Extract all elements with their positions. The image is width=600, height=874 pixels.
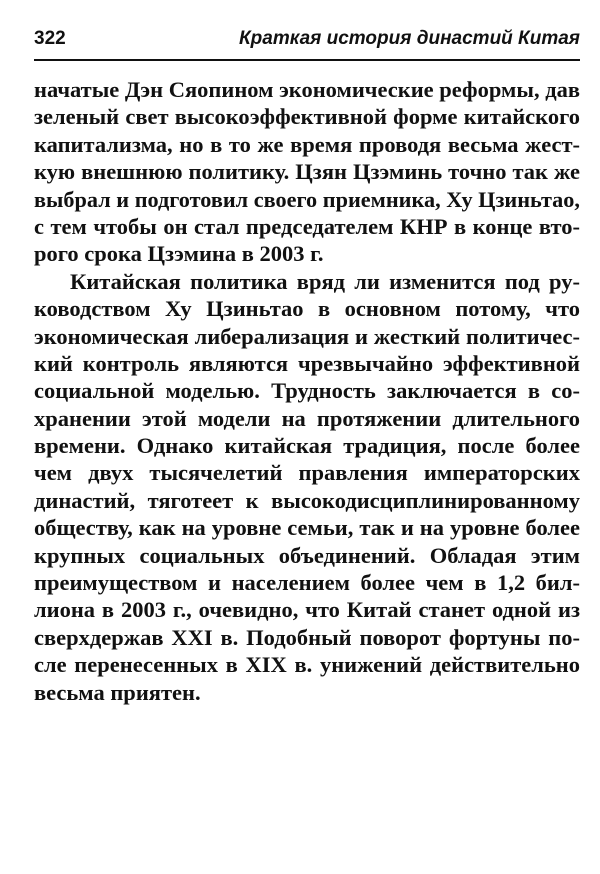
text-line: обществу, как на уровне семьи, так и на уровне более [34, 515, 580, 541]
text-line: социальной моделью. Трудность заключается в со- [34, 378, 580, 404]
body-text [34, 76, 580, 706]
text-line: крупных социальных объединений. Обладая этим [34, 542, 580, 568]
text-line: экономическая либерализация и жесткий политичес- [34, 323, 580, 349]
text-line: выбрал и подготовил своего приемника, Ху Цзиньтао, [34, 186, 580, 212]
text-line: с тем чтобы он стал председателем КНР в конце вто- [34, 213, 580, 239]
running-title: Краткая история династий Китая [238, 28, 580, 49]
text-line: капитализма, но в то же время проводя весьма жест- [34, 131, 580, 157]
text-line: кую внешнюю политику. Цзян Цзэминь точно так же [34, 159, 580, 185]
text-line: преимуществом и населением более чем в 1,2 бил- [34, 570, 580, 596]
page-header [34, 22, 580, 54]
text-line: весьма приятен. [34, 679, 201, 705]
header-rule [34, 59, 580, 61]
text-line: начатые Дэн Сяопином экономические реформы, дав [34, 77, 580, 102]
text-line: рого срока Цзэмина в 2003 г. [34, 241, 324, 267]
paragraph-2 [34, 268, 580, 706]
text-line: сверхдержав XXI в. Подобный поворот фортуны по- [34, 624, 580, 650]
text-line: чем двух тысячелетий правления императорских [34, 460, 580, 486]
text-line: сле перенесенных в XIX в. унижений действительно [34, 652, 580, 678]
text-line: Китайская политика вряд ли изменится под ру- [70, 268, 580, 294]
page-number: 322 [34, 28, 66, 49]
text-line: ководством Ху Цзиньтао в основном потому, что [34, 296, 580, 322]
text-line: зеленый свет высокоэффективной форме китайского [34, 104, 580, 130]
text-line: лиона в 2003 г., очевидно, что Китай станет одной из [34, 597, 580, 623]
text-line: кий контроль являются чрезвычайно эффективной [34, 350, 580, 376]
paragraph-1 [34, 76, 580, 268]
text-line: времени. Однако китайская традиция, после более [34, 433, 580, 459]
text-line: хранении этой модели на протяжении длительного [34, 405, 580, 431]
text-line: династий, тяготеет к высокодисциплинированному [34, 487, 580, 513]
